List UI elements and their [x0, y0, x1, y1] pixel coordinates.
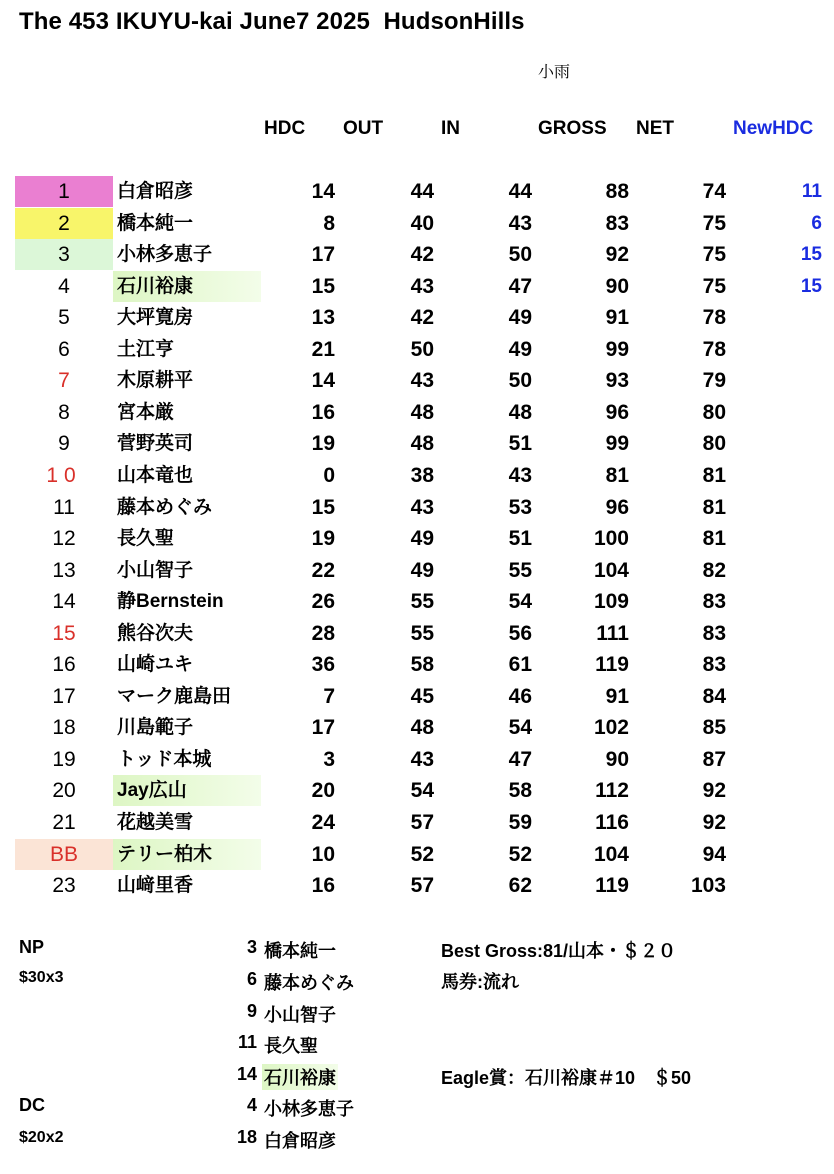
np-prize: $30x3 [19, 969, 64, 986]
net-cell: 82 [702, 558, 726, 582]
rank-cell: 14 [52, 590, 76, 614]
table-row [0, 492, 834, 523]
player-name: マーク鹿島田 [117, 685, 232, 707]
table-row [0, 712, 834, 743]
out-cell: 57 [410, 811, 434, 834]
np-hole: 6 [246, 969, 257, 989]
in-cell: 51 [508, 432, 532, 456]
hdc-cell: 28 [311, 621, 335, 645]
gross-cell: 119 [595, 874, 629, 898]
hdc-cell: 8 [323, 211, 335, 235]
header-net: NET [636, 118, 674, 139]
net-cell: 83 [702, 590, 726, 614]
out-cell: 42 [410, 306, 434, 330]
newhdc-cell: 15 [800, 244, 822, 266]
net-cell: 81 [702, 463, 726, 487]
net-cell: 80 [702, 432, 726, 456]
rank-cell: 16 [52, 653, 76, 677]
in-cell: 47 [508, 274, 532, 298]
out-cell: 44 [410, 180, 434, 203]
player-name: 川島範子 [117, 717, 194, 739]
in-cell: 59 [508, 811, 532, 834]
np-winner: 小山智子 [264, 1005, 336, 1025]
out-cell: 50 [410, 337, 434, 361]
page-title: The 453 IKUYU-kai June7 2025 HudsonHills [19, 8, 525, 35]
header-gross: GROSS [538, 118, 607, 139]
net-cell: 81 [702, 527, 726, 551]
table-row [0, 523, 834, 554]
newhdc-cell: 6 [811, 212, 822, 234]
gross-cell: 88 [605, 180, 629, 203]
rank-cell: 7 [58, 369, 70, 393]
net-cell: 92 [702, 779, 726, 803]
dc-label: DC [19, 1095, 45, 1115]
in-cell: 55 [508, 558, 532, 582]
net-cell: 92 [702, 811, 726, 834]
player-name: テリー柏木 [113, 839, 261, 870]
rank-cell: BB [15, 839, 113, 870]
hdc-cell: 36 [311, 653, 335, 677]
net-cell: 87 [702, 747, 726, 771]
newhdc-cell [770, 302, 822, 333]
net-cell: 83 [702, 653, 726, 677]
table-row [0, 586, 834, 617]
player-name: 山本竜也 [117, 464, 194, 486]
table-row [0, 649, 834, 680]
in-cell: 49 [508, 337, 532, 361]
table-row [0, 681, 834, 712]
table-row [0, 239, 834, 270]
out-cell: 55 [410, 590, 434, 614]
rank-cell: 13 [52, 558, 76, 582]
out-cell: 43 [410, 747, 434, 771]
gross-cell: 96 [605, 400, 629, 424]
baken-award: 馬券:流れ [441, 972, 519, 992]
newhdc-cell: 15 [800, 275, 822, 297]
hdc-cell: 17 [311, 243, 335, 267]
net-cell: 85 [702, 716, 726, 740]
eagle-award: Eagle賞：石川裕康＃10 ＄50 [441, 1068, 692, 1088]
out-cell: 43 [410, 369, 434, 393]
player-name: 山﨑里香 [117, 875, 194, 897]
newhdc-cell [770, 870, 822, 901]
out-cell: 48 [410, 716, 434, 740]
dc-hole: 18 [236, 1127, 257, 1147]
hdc-cell: 0 [323, 463, 335, 487]
hdc-cell: 16 [311, 874, 335, 898]
player-name: 藤本めぐみ [117, 496, 213, 518]
in-cell: 51 [508, 527, 532, 551]
in-cell: 56 [508, 621, 532, 645]
rank-cell: 2 [15, 208, 113, 239]
net-cell: 75 [702, 211, 726, 235]
table-row [0, 839, 834, 870]
player-name: 花越美雪 [117, 812, 194, 833]
player-name: 木原耕平 [117, 370, 194, 392]
out-cell: 55 [410, 621, 434, 645]
in-cell: 50 [508, 243, 532, 267]
newhdc-cell: 11 [801, 181, 822, 202]
rank-cell: 21 [52, 811, 76, 834]
newhdc-cell [770, 555, 822, 586]
net-cell: 81 [702, 495, 726, 519]
table-row [0, 208, 834, 239]
np-label: NP [19, 937, 45, 957]
out-cell: 43 [410, 274, 434, 298]
player-name: トッド本城 [117, 748, 212, 770]
rank-cell: 8 [58, 400, 70, 424]
net-cell: 103 [690, 874, 726, 898]
rank-cell: 19 [52, 747, 76, 771]
out-cell: 45 [410, 684, 434, 708]
gross-cell: 100 [593, 527, 629, 551]
player-name: 菅野英司 [117, 433, 194, 455]
rank-cell: 4 [58, 274, 70, 298]
out-cell: 48 [410, 432, 434, 456]
in-cell: 54 [508, 590, 532, 614]
newhdc-cell [770, 649, 822, 680]
table-row [0, 271, 834, 302]
net-cell: 75 [702, 243, 726, 267]
gross-cell: 91 [605, 684, 629, 708]
gross-cell: 90 [605, 274, 629, 298]
player-name: Jay広山 [113, 775, 261, 806]
header-newhdc: NewHDC [733, 118, 814, 139]
table-row [0, 807, 834, 838]
np-hole: 14 [236, 1064, 257, 1084]
gross-cell: 104 [593, 842, 629, 866]
hdc-cell: 14 [311, 369, 335, 393]
hdc-cell: 19 [311, 432, 335, 456]
out-cell: 49 [410, 527, 434, 551]
gross-cell: 112 [595, 779, 629, 803]
hdc-cell: 17 [311, 716, 335, 740]
table-row [0, 744, 834, 775]
table-row [0, 870, 834, 901]
in-cell: 46 [508, 684, 532, 708]
table-row [0, 176, 834, 207]
newhdc-cell [770, 397, 822, 428]
player-name: 大坪寛房 [117, 307, 194, 329]
in-cell: 49 [508, 306, 532, 330]
net-cell: 78 [702, 306, 726, 330]
player-name: 小山智子 [117, 559, 194, 581]
in-cell: 43 [508, 463, 532, 487]
out-cell: 49 [410, 558, 434, 582]
hdc-cell: 16 [311, 400, 335, 424]
in-cell: 47 [508, 747, 532, 771]
net-cell: 80 [702, 400, 726, 424]
np-winner: 石川裕康 [262, 1064, 338, 1090]
net-cell: 79 [702, 369, 726, 393]
table-row [0, 618, 834, 649]
table-row [0, 334, 834, 365]
in-cell: 58 [508, 779, 532, 803]
dc-prize: $20x2 [19, 1129, 64, 1146]
player-name: 石川裕康 [113, 271, 261, 302]
gross-cell: 99 [605, 337, 629, 361]
player-name: 山崎ユキ [117, 654, 194, 676]
net-cell: 94 [702, 842, 726, 866]
net-cell: 78 [702, 337, 726, 361]
np-winner: 長久聖 [264, 1036, 318, 1056]
table-row [0, 775, 834, 806]
out-cell: 52 [410, 842, 434, 866]
newhdc-cell [770, 365, 822, 396]
player-name: 宮本厳 [117, 401, 175, 423]
gross-cell: 104 [593, 558, 629, 582]
np-hole: 11 [237, 1032, 257, 1052]
rank-cell: 18 [52, 716, 76, 740]
rank-cell: 20 [52, 779, 76, 803]
table-row [0, 460, 834, 491]
in-cell: 62 [508, 874, 532, 898]
player-name: 長久聖 [117, 528, 175, 550]
gross-cell: 90 [605, 747, 629, 771]
newhdc-cell [770, 618, 822, 649]
out-cell: 54 [410, 779, 434, 803]
rank-cell: 12 [52, 527, 76, 551]
gross-cell: 96 [605, 495, 629, 519]
hdc-cell: 10 [311, 842, 335, 866]
in-cell: 48 [508, 400, 532, 424]
hdc-cell: 26 [311, 590, 335, 614]
table-row [0, 428, 834, 459]
hdc-cell: 22 [311, 558, 335, 582]
rank-cell: 23 [52, 874, 76, 898]
in-cell: 44 [508, 180, 532, 203]
np-winner: 藤本めぐみ [264, 973, 354, 993]
rank-cell: 11 [53, 495, 75, 519]
player-name: 静Bernstein [117, 591, 224, 613]
gross-cell: 102 [593, 716, 629, 740]
hdc-cell: 15 [311, 495, 335, 519]
rank-cell: 17 [52, 684, 76, 708]
gross-cell: 91 [605, 306, 629, 330]
player-name: 土江亨 [117, 338, 175, 360]
newhdc-cell [770, 586, 822, 617]
in-cell: 53 [508, 495, 532, 519]
gross-cell: 116 [595, 811, 629, 834]
rank-cell: 10 [46, 463, 82, 487]
hdc-cell: 21 [311, 337, 335, 361]
rank-cell: 9 [58, 432, 70, 456]
rank-cell: 6 [58, 337, 70, 361]
dc-winner: 白倉昭彦 [264, 1131, 336, 1151]
out-cell: 58 [410, 653, 434, 677]
in-cell: 54 [508, 716, 532, 740]
table-row [0, 555, 834, 586]
newhdc-cell [770, 334, 822, 365]
hdc-cell: 20 [311, 779, 335, 803]
newhdc-cell [770, 460, 822, 491]
hdc-cell: 3 [323, 747, 335, 771]
table-row [0, 365, 834, 396]
hdc-cell: 14 [311, 180, 335, 203]
player-name: 熊谷次夫 [117, 622, 194, 644]
newhdc-cell [770, 744, 822, 775]
gross-cell: 119 [595, 653, 629, 677]
net-cell: 83 [702, 621, 726, 645]
hdc-cell: 24 [311, 811, 335, 834]
out-cell: 48 [410, 400, 434, 424]
out-cell: 57 [410, 874, 434, 898]
table-row [0, 302, 834, 333]
in-cell: 43 [508, 211, 532, 235]
newhdc-cell [770, 428, 822, 459]
header-out: OUT [343, 118, 384, 139]
best-gross-award: Best Gross:81/山本・＄２０ [441, 941, 677, 961]
player-name: 橋本純一 [117, 212, 194, 234]
hdc-cell: 15 [311, 274, 335, 298]
hdc-cell: 19 [311, 527, 335, 551]
in-cell: 50 [508, 369, 532, 393]
out-cell: 38 [410, 463, 434, 487]
net-cell: 74 [702, 180, 726, 203]
player-name: 白倉昭彦 [117, 181, 194, 202]
newhdc-cell [770, 492, 822, 523]
out-cell: 42 [410, 243, 434, 267]
newhdc-cell [770, 523, 822, 554]
newhdc-cell [770, 712, 822, 743]
rank-cell: 15 [52, 621, 76, 645]
rank-cell: 5 [58, 306, 70, 330]
np-hole: 9 [246, 1001, 257, 1021]
newhdc-cell [770, 775, 822, 806]
in-cell: 52 [508, 842, 532, 866]
header-in: IN [441, 118, 460, 139]
net-cell: 75 [702, 274, 726, 298]
gross-cell: 81 [605, 463, 629, 487]
player-name: 小林多恵子 [117, 244, 213, 266]
gross-cell: 109 [593, 590, 629, 614]
gross-cell: 111 [596, 621, 629, 645]
out-cell: 43 [410, 495, 434, 519]
hdc-cell: 7 [323, 684, 335, 708]
rank-cell: 1 [15, 176, 113, 207]
weather-note: 小雨 [538, 64, 571, 81]
np-winner: 橋本純一 [264, 941, 336, 961]
out-cell: 40 [410, 211, 434, 235]
dc-winner: 小林多恵子 [264, 1099, 354, 1119]
gross-cell: 83 [605, 211, 629, 235]
gross-cell: 93 [605, 369, 629, 393]
gross-cell: 92 [605, 243, 629, 267]
rank-cell: 3 [15, 239, 113, 270]
newhdc-cell [770, 839, 822, 870]
newhdc-cell [770, 681, 822, 712]
newhdc-cell [770, 807, 822, 838]
dc-hole: 4 [246, 1095, 257, 1115]
np-hole: 3 [246, 937, 257, 957]
gross-cell: 99 [605, 432, 629, 456]
net-cell: 84 [702, 684, 726, 708]
hdc-cell: 13 [311, 306, 335, 330]
header-hdc: HDC [264, 118, 306, 139]
table-row [0, 397, 834, 428]
in-cell: 61 [508, 653, 532, 677]
